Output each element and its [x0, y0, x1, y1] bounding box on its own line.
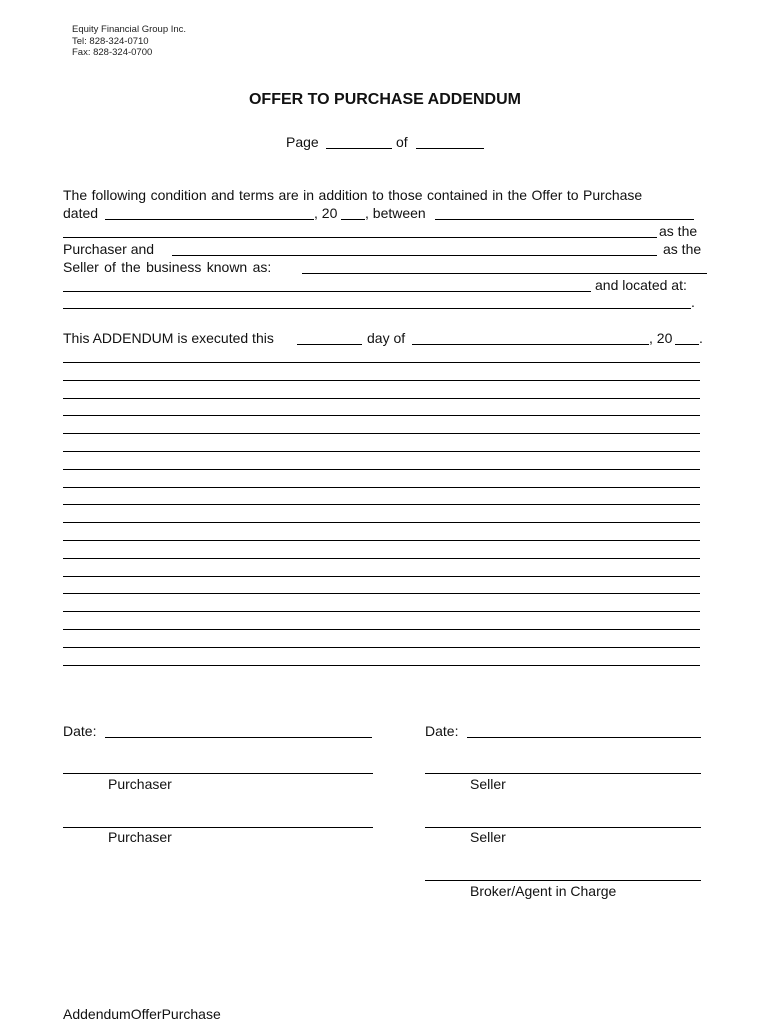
footer-form-name: AddendumOfferPurchase — [63, 1006, 221, 1022]
as-the-label-1: as the — [659, 223, 698, 239]
seller-signature-line-2[interactable] — [425, 827, 701, 828]
offer-year-field[interactable] — [341, 219, 365, 220]
company-fax: Fax: 828-324-0700 — [72, 47, 153, 58]
addendum-line[interactable] — [63, 415, 700, 416]
addendum-line[interactable] — [63, 522, 700, 523]
seller-label-2: Seller — [470, 829, 506, 845]
located-at-label: and located at: — [595, 277, 687, 293]
broker-signature-line[interactable] — [425, 880, 701, 881]
dated-label: dated — [63, 205, 99, 221]
addendum-line[interactable] — [63, 433, 700, 434]
addendum-line[interactable] — [63, 540, 700, 541]
document-title: OFFER TO PURCHASE ADDENDUM — [248, 91, 521, 108]
executed-label: This ADDENDUM is executed this — [63, 330, 274, 346]
addendum-line[interactable] — [63, 593, 700, 594]
of-label: of — [396, 134, 408, 150]
broker-label: Broker/Agent in Charge — [470, 883, 617, 899]
addendum-line[interactable] — [63, 469, 700, 470]
addendum-line[interactable] — [63, 451, 700, 452]
company-name: Equity Financial Group Inc. — [72, 24, 187, 35]
business-name-field[interactable] — [302, 273, 707, 274]
page-total-field[interactable] — [416, 148, 484, 149]
purchaser-and-label: Purchaser and — [63, 241, 155, 257]
executed-month-field[interactable] — [412, 344, 649, 345]
offer-date-field[interactable] — [105, 219, 314, 220]
addendum-line[interactable] — [63, 558, 700, 559]
company-tel: Tel: 828-324-0710 — [72, 36, 149, 47]
seller-label-1: Seller — [470, 776, 506, 792]
executed-day-field[interactable] — [297, 344, 362, 345]
location-field[interactable] — [63, 308, 691, 309]
addendum-line[interactable] — [63, 665, 700, 666]
year-prefix-label: , 20 — [314, 205, 338, 221]
addendum-line[interactable] — [63, 380, 700, 381]
page-number-field[interactable] — [326, 148, 392, 149]
business-name-field-2[interactable] — [63, 291, 591, 292]
purchaser-name-field[interactable] — [63, 237, 657, 238]
purchaser-label-2: Purchaser — [108, 829, 172, 845]
addendum-line[interactable] — [63, 629, 700, 630]
executed-year-field[interactable] — [675, 344, 699, 345]
purchaser-signature-line-1[interactable] — [63, 773, 373, 774]
date-label-left: Date: — [63, 723, 97, 739]
page-label: Page — [286, 134, 319, 150]
addendum-line[interactable] — [63, 647, 700, 648]
intro-text: The following condition and terms are in addition to those contained in the Offer to Purchase — [63, 187, 643, 203]
purchaser-label-1: Purchaser — [108, 776, 172, 792]
addendum-line[interactable] — [63, 611, 700, 612]
between-label: , between — [365, 205, 426, 221]
day-of-label: day of — [367, 330, 406, 346]
executed-period: . — [699, 330, 703, 346]
location-period: . — [691, 294, 695, 310]
seller-date-field[interactable] — [467, 737, 701, 738]
addendum-line[interactable] — [63, 362, 700, 363]
purchaser-date-field[interactable] — [105, 737, 372, 738]
addendum-line[interactable] — [63, 576, 700, 577]
seller-name-field[interactable] — [172, 255, 657, 256]
date-label-right: Date: — [425, 723, 459, 739]
seller-signature-line-1[interactable] — [425, 773, 701, 774]
purchaser-signature-line-2[interactable] — [63, 827, 373, 828]
addendum-line[interactable] — [63, 504, 700, 505]
addendum-line[interactable] — [63, 487, 700, 488]
executed-year-prefix: , 20 — [649, 330, 673, 346]
business-known-as-label: Seller of the business known as: — [63, 259, 272, 275]
as-the-label-2: as the — [663, 241, 702, 257]
addendum-line[interactable] — [63, 398, 700, 399]
between-party-field[interactable] — [435, 219, 694, 220]
